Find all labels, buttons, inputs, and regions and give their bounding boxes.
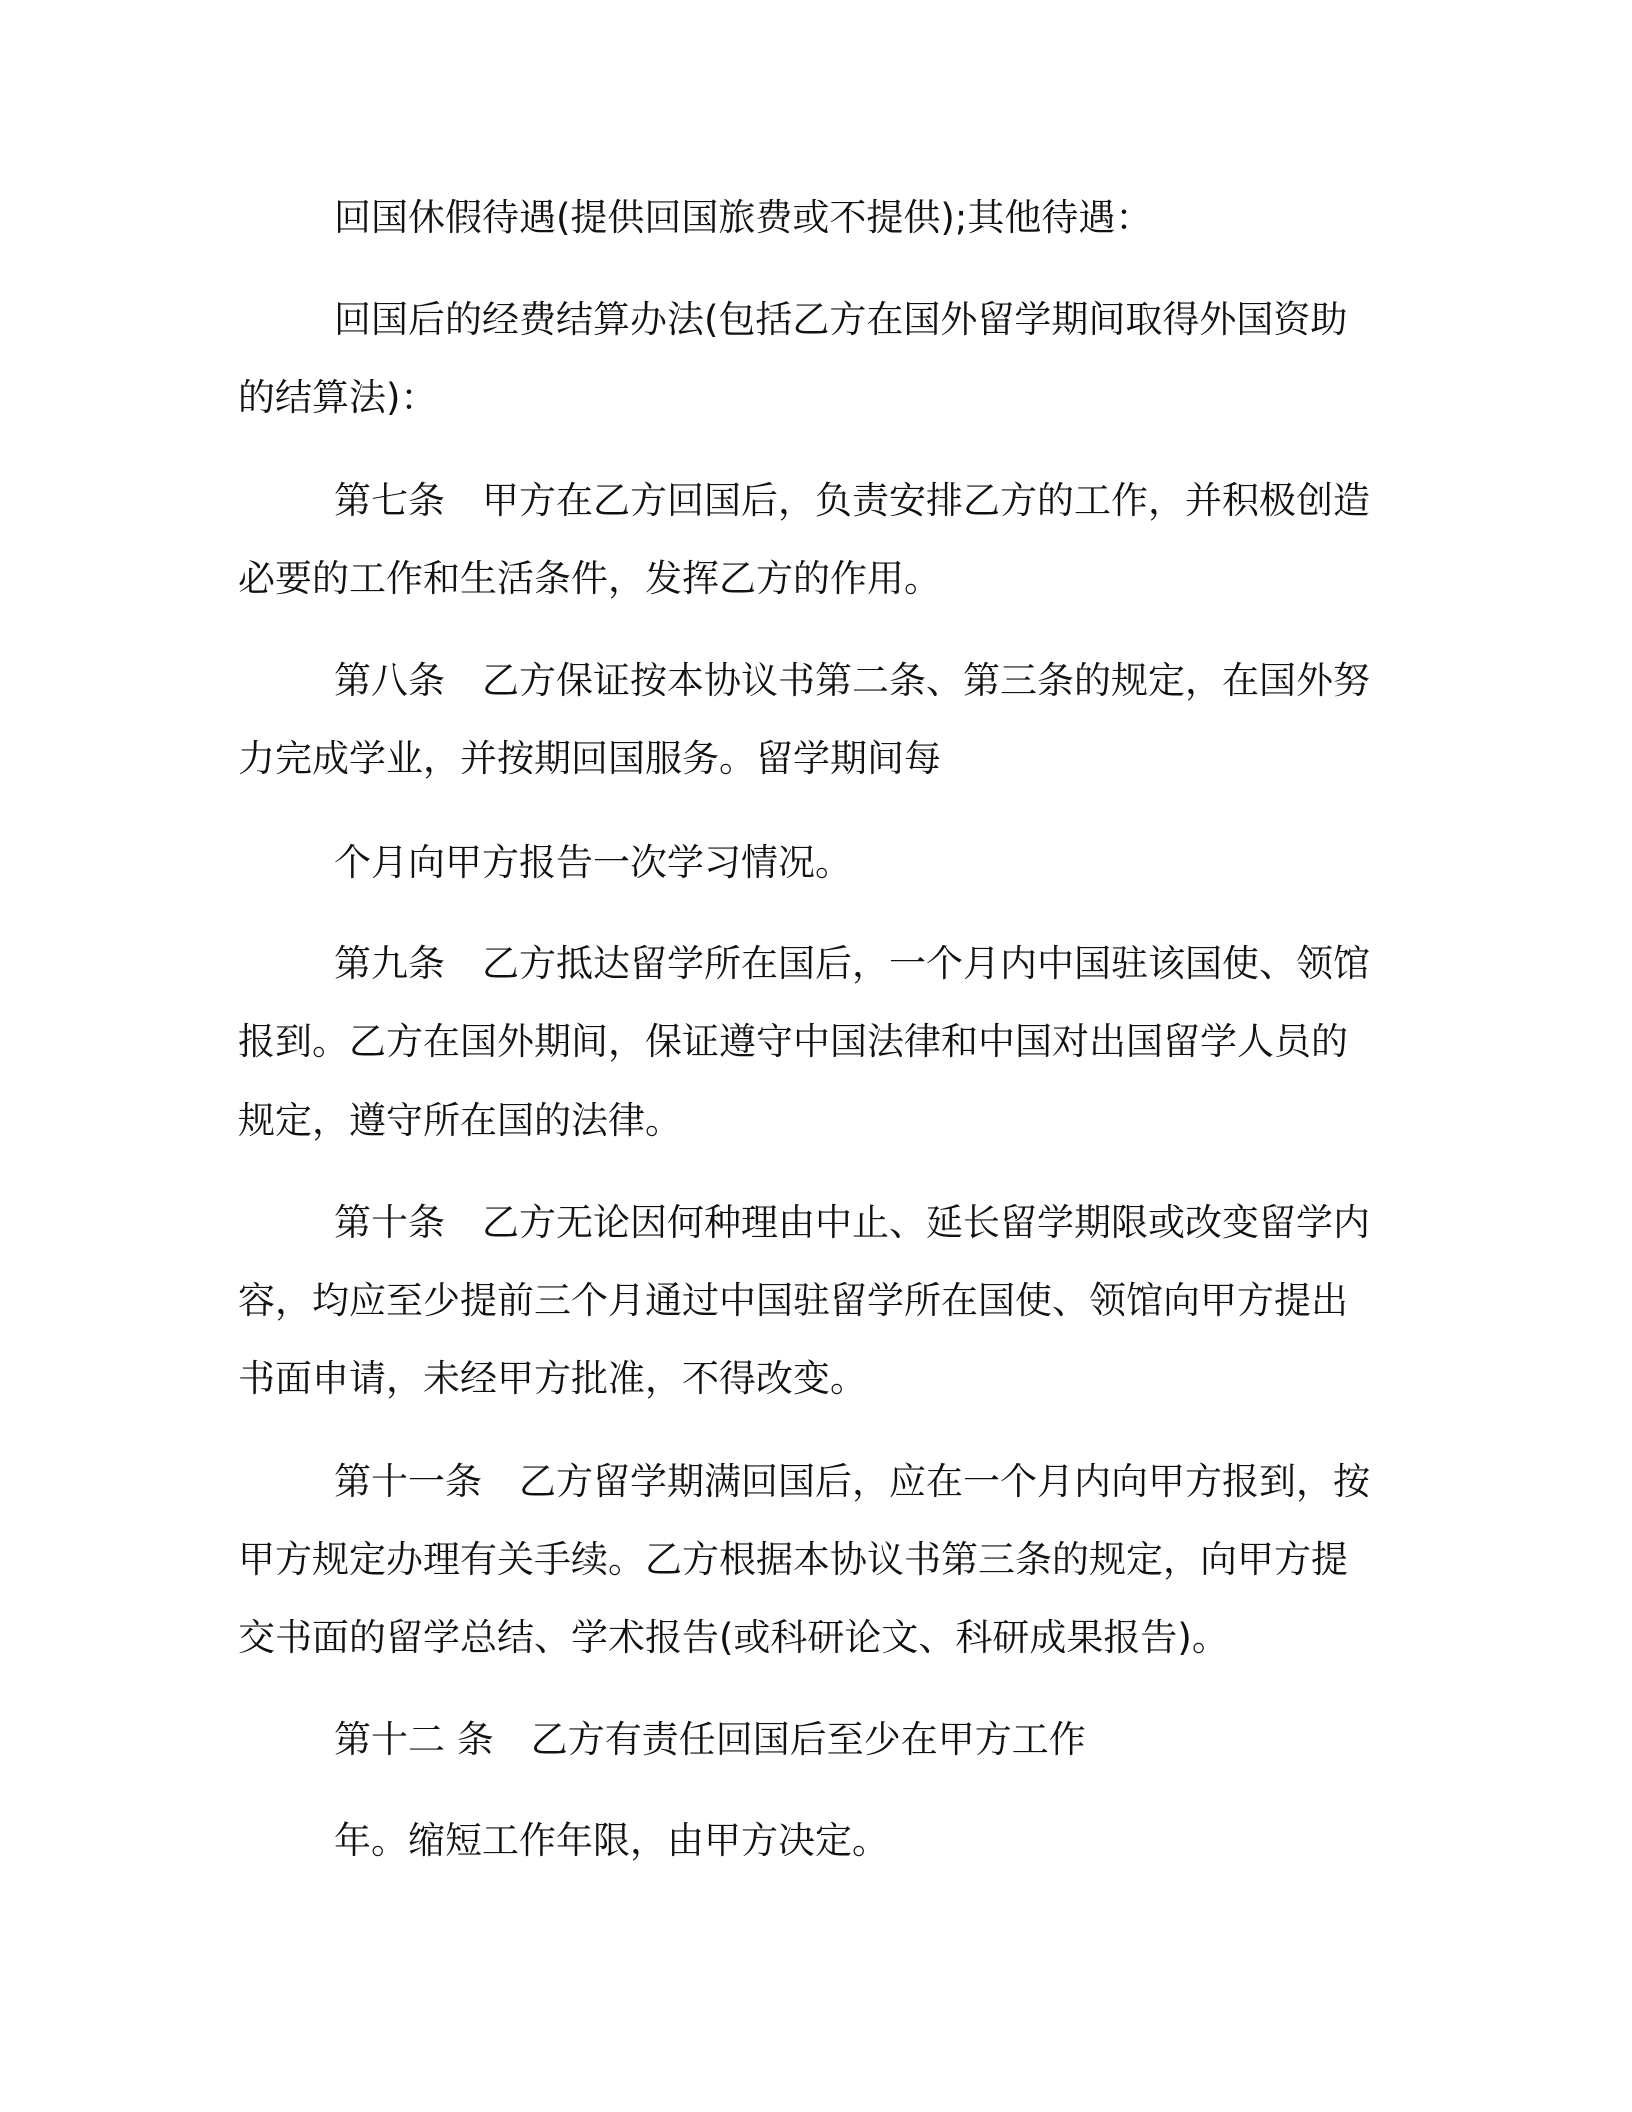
text-line: 回国休假待遇(提供回国旅费或不提供);其他待遇： <box>334 196 1153 239</box>
text-line: 年。缩短工作年限，由甲方决定。 <box>334 1819 889 1862</box>
text-line: 第七条 甲方在乙方回国后，负责安排乙方的工作，并积极创造 <box>334 479 1370 522</box>
text-line: 第十一条 乙方留学期满回国后，应在一个月内向甲方报到，按 <box>334 1460 1370 1503</box>
text-line: 个月向甲方报告一次学习情况。 <box>334 841 852 884</box>
text-line: 第十条 乙方无论因何种理由中止、延长留学期限或改变留学内 <box>334 1201 1370 1244</box>
text-line: 第十二 条 乙方有责任回国后至少在甲方工作 <box>334 1718 1086 1761</box>
text-line: 力完成学业，并按期回国服务。留学期间每 <box>238 737 941 780</box>
text-line: 规定，遵守所在国的法律。 <box>238 1099 682 1142</box>
text-line: 书面申请，未经甲方批准，不得改变。 <box>238 1357 867 1400</box>
text-line: 第九条 乙方抵达留学所在国后，一个月内中国驻该国使、领馆 <box>334 942 1370 985</box>
text-line: 回国后的经费结算办法(包括乙方在国外留学期间取得外国资助 <box>334 298 1348 341</box>
text-line: 报到。乙方在国外期间，保证遵守中国法律和中国对出国留学人员的 <box>238 1020 1348 1063</box>
text-line: 容，均应至少提前三个月通过中国驻留学所在国使、领馆向甲方提出 <box>238 1279 1348 1322</box>
text-line: 甲方规定办理有关手续。乙方根据本协议书第三条的规定，向甲方提 <box>238 1538 1348 1581</box>
text-line: 第八条 乙方保证按本协议书第二条、第三条的规定，在国外努 <box>334 659 1370 702</box>
text-line: 必要的工作和生活条件，发挥乙方的作用。 <box>238 557 941 600</box>
text-line: 的结算法)： <box>238 376 438 419</box>
text-line: 交书面的留学总结、学术报告(或科研论文、科研成果报告)。 <box>238 1616 1229 1659</box>
